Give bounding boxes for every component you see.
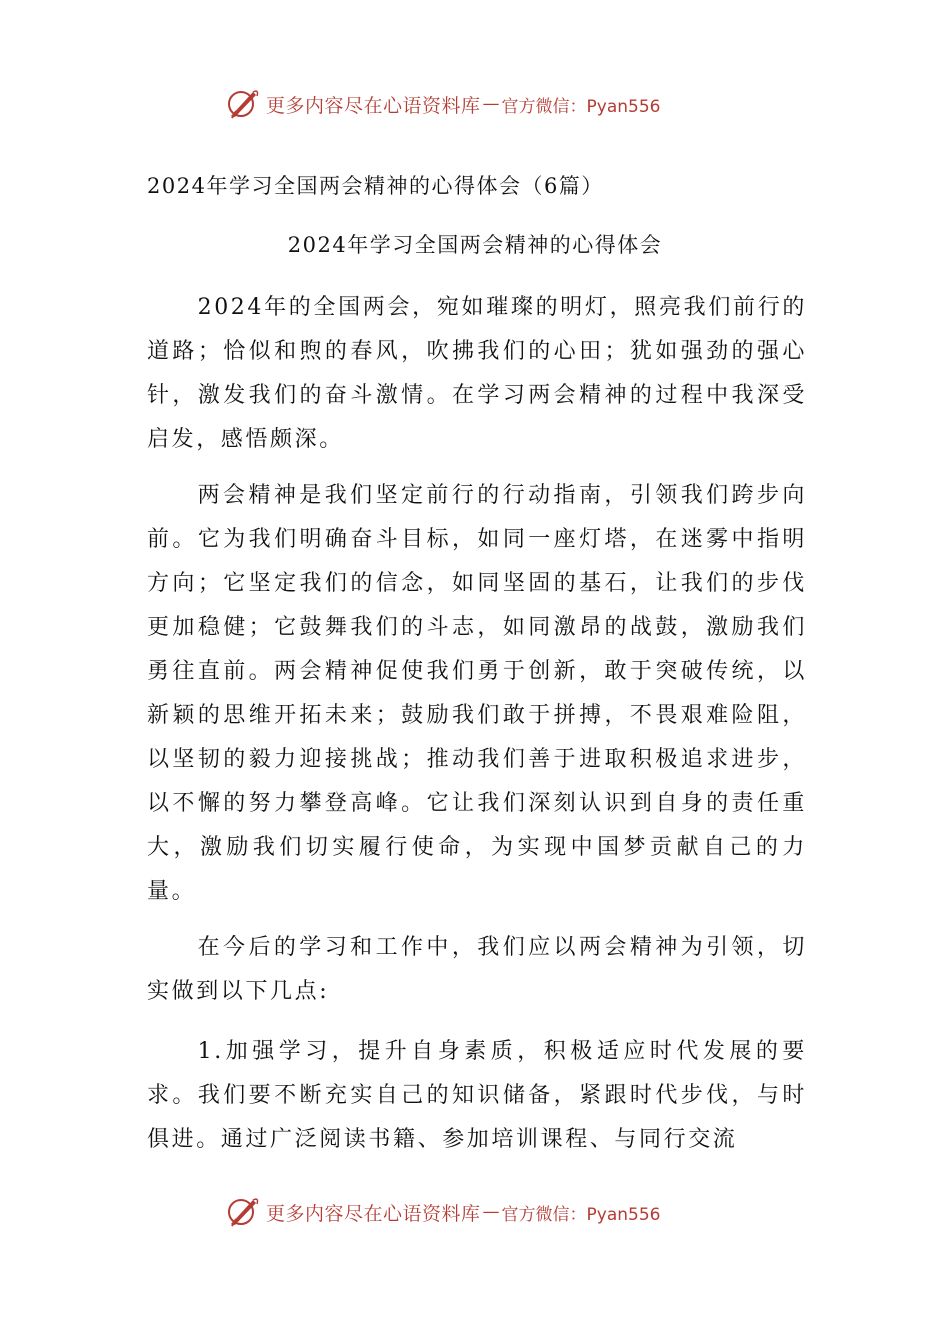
quill-pen-icon — [226, 1195, 260, 1229]
paragraph-3: 在今后的学习和工作中，我们应以两会精神为引领，切实做到以下几点: — [147, 935, 807, 1004]
watermark-banner-top — [226, 84, 660, 124]
watermark-dash: — — [482, 1202, 500, 1222]
watermark-contact-text: 官方微信：Pyan556 — [501, 96, 661, 117]
watermark-banner-bottom — [226, 1192, 660, 1232]
document-subtitle: 2024年学习全国两会精神的心得体会 — [287, 233, 663, 257]
paragraph-2: 两会精神是我们坚定前行的行动指南，引领我们跨步向前。它为我们明确奋斗目标，如同一座灯塔，在迷雾中指明方向；它坚定我们的信念，如同坚固的基石，让我们的步伐更加稳健；它鼓舞我们的斗志，如同激昂的战鼓，激励我们勇往直前。两会精神促使我们勇于创新，敢于突破传统，以新颖的思维开拓未来；鼓励我们敢于拼搏，不畏艰难险阻，以坚韧的毅力迎接挑战；推动我们善于进取积极追求进步，以不懈的努力攀登高峰。它让我们深刻认识到自身的责任重大，激励我们切实履行使命，为实现中国梦贡献自己的力量。 — [147, 483, 807, 904]
watermark-site-text: 更多内容尽在心语资料库 — [266, 94, 481, 117]
watermark-dash: — — [482, 94, 500, 114]
paragraph-4: 1.加强学习，提升自身素质，积极适应时代发展的要求。我们要不断充实自己的知识储备，紧跟时代步伐，与时俱进。通过广泛阅读书籍、参加培训课程、与同行交流 — [147, 1039, 807, 1152]
watermark-contact-text: 官方微信：Pyan556 — [501, 1204, 661, 1225]
paragraph-1: 2024年的全国两会，宛如璀璨的明灯，照亮我们前行的道路；恰似和煦的春风，吹拂我们的心田；犹如强劲的强心针，激发我们的奋斗激情。在学习两会精神的过程中我深受启发，感悟颇深。 — [147, 295, 807, 452]
quill-pen-icon — [226, 87, 260, 121]
document-title: 2024年学习全国两会精神的心得体会（6篇） — [147, 174, 604, 198]
watermark-site-text: 更多内容尽在心语资料库 — [266, 1202, 481, 1225]
